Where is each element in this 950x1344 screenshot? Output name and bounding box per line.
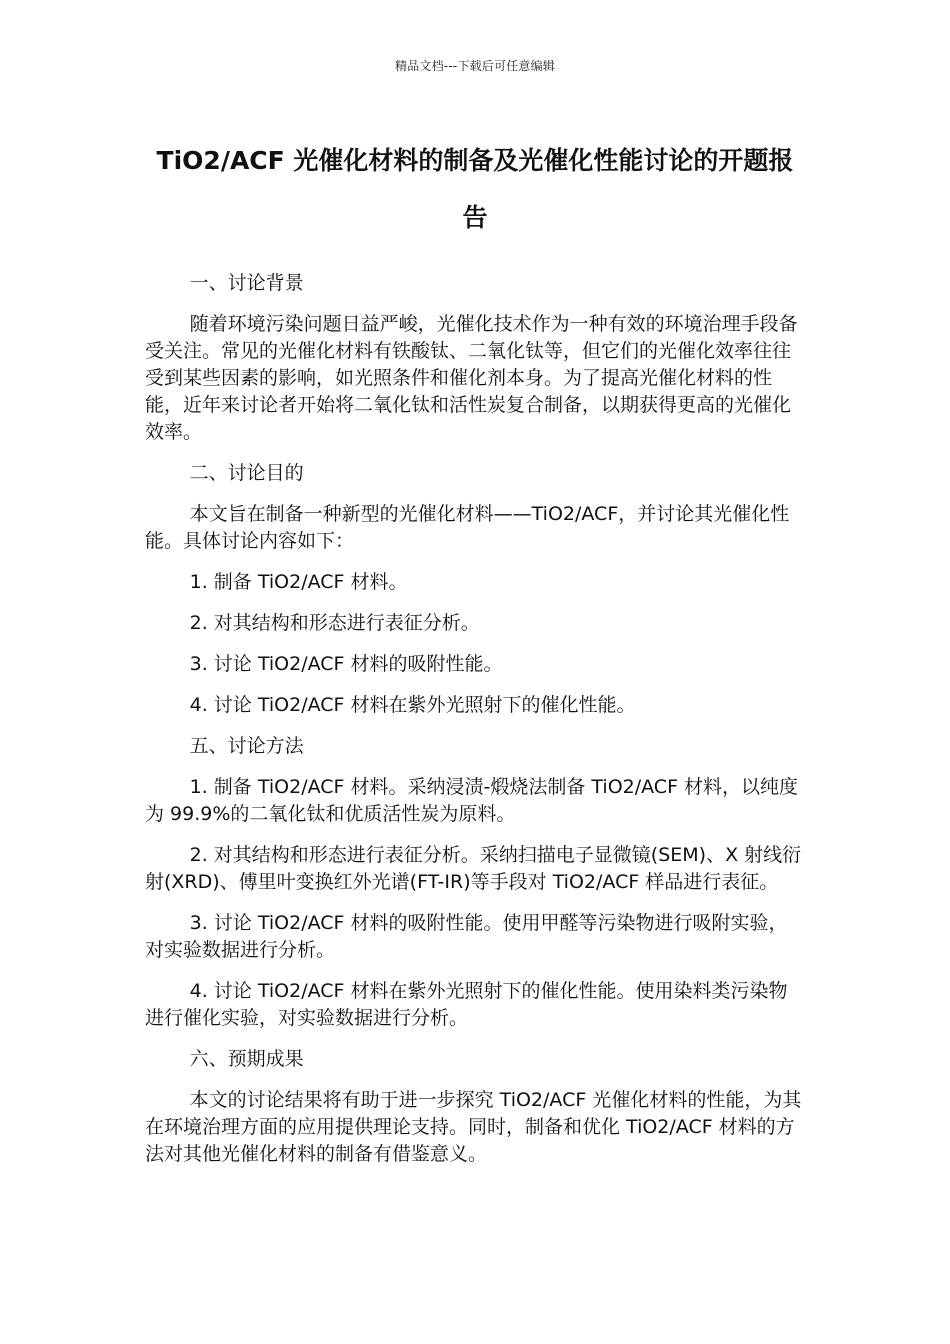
section-heading-methods: 五、讨论方法	[189, 735, 304, 757]
list-item: 2. 对其结构和形态进行表征分析。采纳扫描电子显微镜(SEM)、X 射线衍射(XRD)、傅里叶变换红外光谱(FT-IR)等手段对 TiO2/ACF 样品进行表征。	[145, 844, 802, 893]
list-item: 4. 讨论 TiO2/ACF 材料在紫外光照射下的催化性能。使用染料类污染物进行催化实验，对实验数据进行分析。	[145, 980, 788, 1029]
document-title: TiO2/ACF 光催化材料的制备及光催化性能讨论的开题报告	[156, 146, 794, 232]
document-body	[145, 270, 805, 1182]
paragraph-outcomes: 本文的讨论结果将有助于进一步探究 TiO2/ACF 光催化材料的性能，为其在环境治理方面的应用提供理论支持。同时，制备和优化 TiO2/ACF 材料的方法对其他光催化材料的制备有借鉴意义。	[145, 1089, 802, 1165]
list-item: 2. 对其结构和形态进行表征分析。	[189, 612, 480, 634]
section-heading-background: 一、讨论背景	[189, 272, 304, 294]
header-note: 精品文档---下载后可任意编辑	[395, 59, 555, 73]
section-heading-purpose: 二、讨论目的	[189, 462, 304, 484]
list-item: 3. 讨论 TiO2/ACF 材料的吸附性能。	[189, 653, 503, 675]
list-item: 3. 讨论 TiO2/ACF 材料的吸附性能。使用甲醛等污染物进行吸附实验，对实验数据进行分析。	[145, 912, 788, 961]
paragraph-purpose: 本文旨在制备一种新型的光催化材料——TiO2/ACF，并讨论其光催化性能。具体讨论内容如下：	[145, 503, 790, 552]
list-item: 1. 制备 TiO2/ACF 材料。采纳浸渍-煅烧法制备 TiO2/ACF 材料，以纯度为 99.9%的二氧化钛和优质活性炭为原料。	[145, 776, 799, 825]
section-heading-outcomes: 六、预期成果	[189, 1048, 304, 1070]
list-item: 4. 讨论 TiO2/ACF 材料在紫外光照射下的催化性能。	[189, 694, 636, 716]
paragraph-background: 随着环境污染问题日益严峻，光催化技术作为一种有效的环境治理手段备受关注。常见的光催化材料有铁酸钛、二氧化钛等，但它们的光催化效率往往受到某些因素的影响，如光照条件和催化剂本身。为了提高光催化材料的性能，近年来讨论者开始将二氧化钛和活性炭复合制备，以期获得更高的光催化效率。	[145, 313, 798, 443]
list-item: 1. 制备 TiO2/ACF 材料。	[189, 571, 408, 593]
